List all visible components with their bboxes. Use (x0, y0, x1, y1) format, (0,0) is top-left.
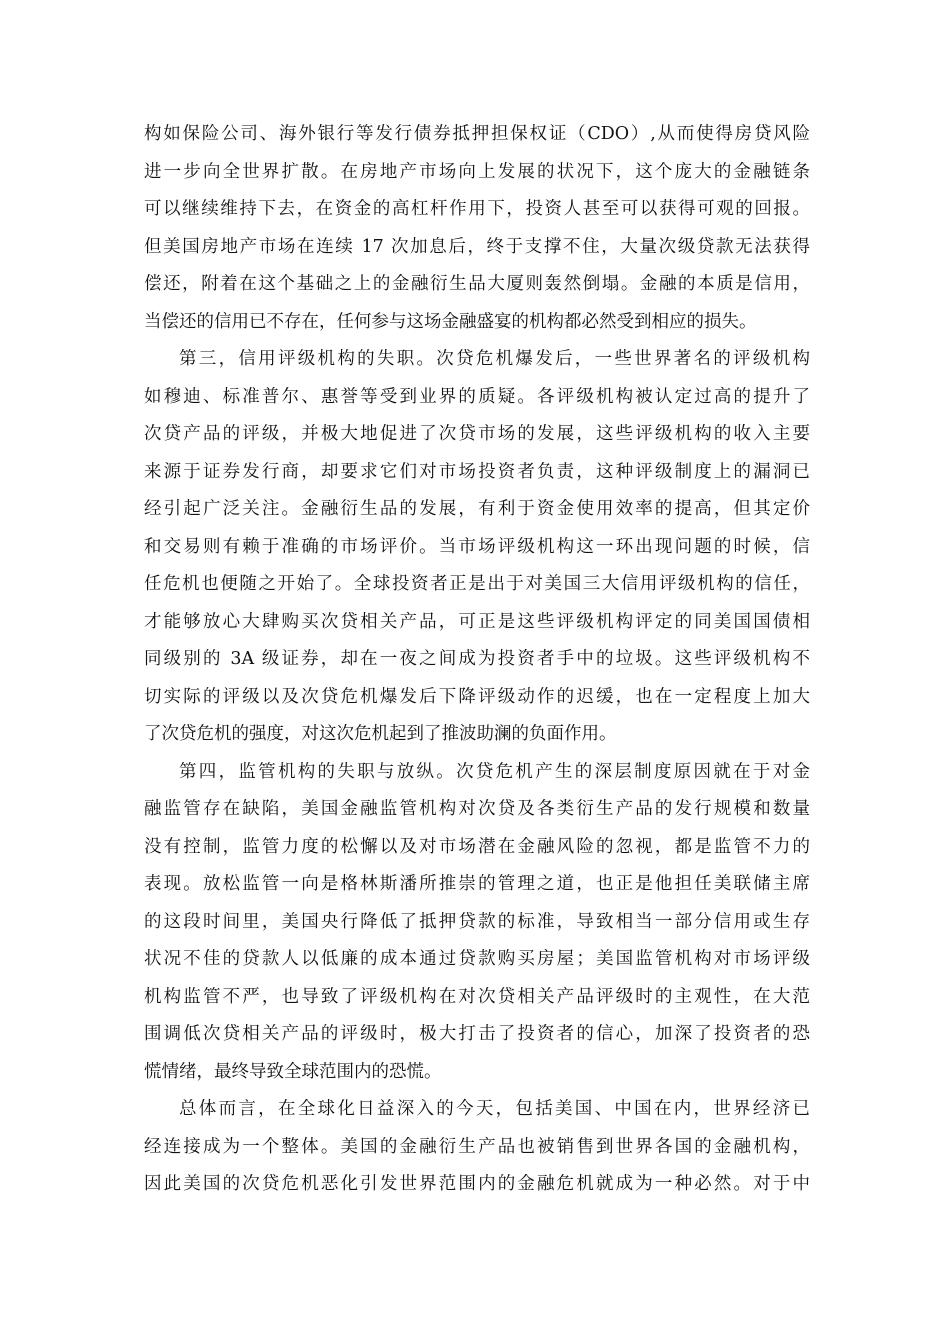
text-line: 进一步向全世界扩散。在房地产市场向上发展的状况下，这个庞大的金融链条 (144, 161, 810, 182)
text-line: 的这段时间里，美国央行降低了抵押贷款的标准，导致相当一部分信用或生存 (144, 911, 810, 932)
text-line: 次贷产品的评级，并极大地促进了次贷市场的发展，这些评级机构的收入主要 (144, 424, 810, 444)
text-line: 偿还，附着在这个基础之上的金融衍生品大厦则轰然倒塌。金融的本质是信用， (144, 274, 810, 294)
text-line: 如穆迪、标准普尔、惠誉等受到业界的质疑。各评级机构被认定过高的提升了 (144, 386, 810, 407)
text-line: 可以继续维持下去，在资金的高杠杆作用下，投资人甚至可以获得可观的回报。 (144, 199, 810, 219)
text-line: 状况不佳的贷款人以低廉的成本通过贷款购买房屋；美国监管机构对市场评级 (144, 949, 810, 969)
paragraph-start-line: 第四，监管机构的失职与放纵。次贷危机产生的深层制度原因就在于对金 (179, 761, 810, 782)
text-line: 和交易则有赖于准确的市场评价。当市场评级机构这一环出现问题的时候，信 (144, 536, 810, 557)
text-line: 机构监管不严，也导致了评级机构在对次贷相关产品评级时的主观性，在大范 (144, 986, 810, 1007)
text-line: 才能够放心大肆购买次贷相关产品，可正是这些评级机构评定的同美国国债相 (144, 611, 810, 632)
text-line: 围调低次贷相关产品的评级时，极大打击了投资者的信心，加深了投资者的恐 (144, 1024, 810, 1044)
text-line: 任危机也便随之开始了。全球投资者正是出于对美国三大信用评级机构的信任， (144, 574, 810, 594)
document-body (144, 116, 810, 1204)
text-line: 构如保险公司、海外银行等发行债券抵押担保权证（CDO）,从而使得房贷风险 (144, 124, 810, 144)
text-line: 当偿还的信用已不存在，任何参与这场金融盛宴的机构都必然受到相应的损失。 (144, 311, 757, 332)
text-line: 表现。放松监管一向是格林斯潘所推崇的管理之道，也正是他担任美联储主席 (144, 874, 810, 894)
text-line: 同级别的 3A 级证券，却在一夜之间成为投资者手中的垃圾。这些评级机构不 (144, 649, 810, 669)
text-line: 慌情绪，最终导致全球范围内的恐慌。 (144, 1061, 442, 1082)
paragraph-start-line: 第三，信用评级机构的失职。次贷危机爆发后，一些世界著名的评级机构 (179, 349, 810, 369)
text-line: 来源于证券发行商，却要求它们对市场投资者负责，这种评级制度上的漏洞已 (144, 461, 810, 482)
text-line: 经引起广泛关注。金融衍生品的发展，有利于资金使用效率的提高，但其定价 (144, 499, 810, 519)
text-line: 因此美国的次贷危机恶化引发世界范围内的金融危机就成为一种必然。对于中 (144, 1174, 810, 1194)
text-line: 了次贷危机的强度，对这次危机起到了推波助澜的负面作用。 (144, 724, 617, 744)
paragraph-start-line: 总体而言，在全球化日益深入的今天，包括美国、中国在内，世界经济已 (179, 1099, 810, 1119)
text-line: 但美国房地产市场在连续 17 次加息后，终于支撑不住，大量次级贷款无法获得 (144, 236, 810, 257)
text-line: 切实际的评级以及次贷危机爆发后下降评级动作的迟缓，也在一定程度上加大 (144, 686, 810, 707)
text-line: 融监管存在缺陷，美国金融监管机构对次贷及各类衍生产品的发行规模和数量 (144, 799, 810, 819)
text-line: 经连接成为一个整体。美国的金融衍生产品也被销售到世界各国的金融机构， (144, 1136, 810, 1157)
text-line: 没有控制，监管力度的松懈以及对市场潜在金融风险的忽视，都是监管不力的 (144, 836, 810, 857)
